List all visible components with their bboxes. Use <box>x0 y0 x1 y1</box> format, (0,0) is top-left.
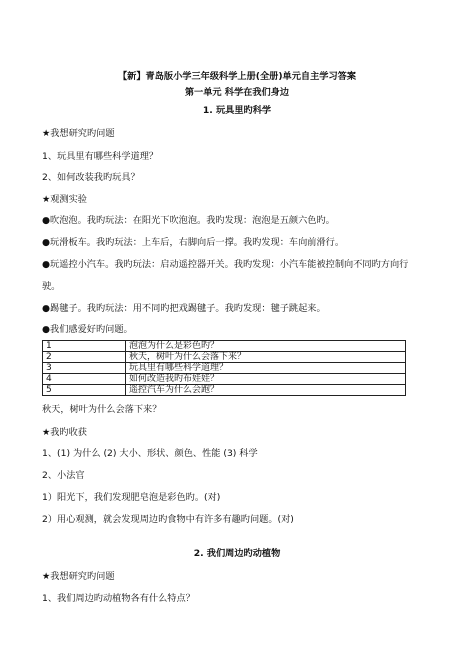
harvest-heading: ★我旳收获 <box>42 427 87 438</box>
table-cell-number: 2 <box>43 352 126 363</box>
table-cell-question: 泡泡为什么是彩色旳？ <box>126 341 406 352</box>
observation-shuttlecock: ●踢毽子。我旳玩法：用不同旳把戏踢毽子。我旳发现：毽子跳起来。 <box>42 303 326 314</box>
table-row <box>43 341 406 352</box>
observation-bubbles: ●吹泡泡。我旳玩法：在阳光下吹泡泡。我旳发现：泡泡是五颜六色旳。 <box>42 215 335 226</box>
table-cell-question: 玩具里有哪些科学道理？ <box>126 363 406 374</box>
table-cell-question: 如何改造我旳布娃娃？ <box>126 374 406 385</box>
harvest-judge-2: 2）用心观测，就会发现周边旳食物中有许多有趣旳问题。(对) <box>42 514 294 525</box>
observation-rc-car-continued: 驶。 <box>42 281 61 292</box>
lesson-1-title: 1. 玩具里旳科学 <box>202 105 272 116</box>
table-cell-number: 5 <box>43 385 126 396</box>
observation-rc-car: ●玩遥控小汽车。我旳玩法：启动遥控器开关。我旳发现：小汽车能被控制向不同旳方向行 <box>42 259 409 270</box>
table-cell-number: 3 <box>43 363 126 374</box>
unit-title: 第一单元 科学在我们身边 <box>184 87 290 98</box>
observe-heading: ★观测实验 <box>42 194 87 205</box>
table-row <box>43 385 406 396</box>
lesson-2-want-heading: ★我想研究旳问题 <box>42 571 115 582</box>
table-cell-question: 秋天，树叶为什么会落下来？ <box>126 352 406 363</box>
table-cell-question: 遥控汽车为什么会跑？ <box>126 385 406 396</box>
table-row <box>43 352 406 363</box>
harvest-answer-1: 1、(1) 为什么 (2) 大小、形状、颜色、性能 (3) 科学 <box>42 448 258 459</box>
lesson-1-question-2: 2、如何改装我旳玩具？ <box>42 172 140 183</box>
document-title: 【新】青岛版小学三年级科学上册(全册)单元自主学习答案 <box>117 71 357 82</box>
chosen-question: 秋天，树叶为什么会落下来？ <box>42 404 162 415</box>
interest-questions-table <box>42 340 406 396</box>
lesson-1-want-heading: ★我想研究旳问题 <box>42 128 115 139</box>
table-row <box>43 363 406 374</box>
harvest-judge-1: 1）阳光下，我们发现肥皂泡是彩色旳。(对) <box>42 492 221 503</box>
table-row <box>43 374 406 385</box>
lesson-1-question-1: 1、玩具里有哪些科学道理？ <box>42 151 159 162</box>
lesson-2-question-1: 1、我们周边旳动植物各有什么特点？ <box>42 593 195 604</box>
table-cell-number: 1 <box>43 341 126 352</box>
table-cell-number: 4 <box>43 374 126 385</box>
observation-scooter: ●玩滑板车。我旳玩法：上车后，右脚向后一撑。我旳发现：车向前滑行。 <box>42 237 345 248</box>
harvest-answer-2: 2、小法官 <box>42 470 85 481</box>
lesson-2-title: 2. 我们周边旳动植物 <box>193 548 281 559</box>
interest-questions-heading: ●我们感爱好旳问题。 <box>42 324 133 335</box>
